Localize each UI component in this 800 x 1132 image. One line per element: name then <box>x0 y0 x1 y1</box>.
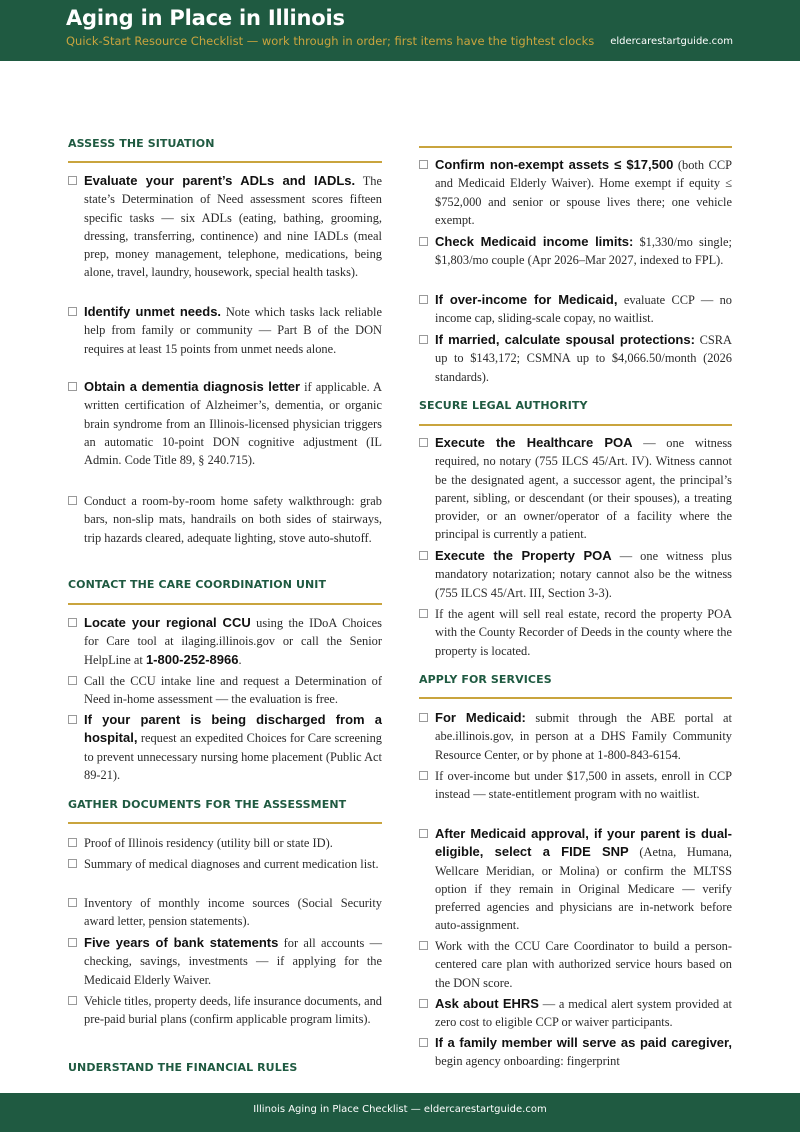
item-text <box>435 605 732 660</box>
item-body-text: Summary of medical diagnoses and current medication list. <box>84 857 379 871</box>
item-text <box>435 331 732 386</box>
item-text <box>435 825 732 935</box>
checkbox[interactable] <box>68 715 77 724</box>
item-text <box>435 1034 732 1071</box>
checkbox[interactable] <box>419 438 428 447</box>
item-text <box>435 547 732 602</box>
checkbox[interactable] <box>68 176 77 185</box>
checkbox[interactable] <box>419 713 428 722</box>
item-bold-text: Confirm non-exempt assets ≤ $17,500 <box>435 157 674 172</box>
item-body-text: — one witness plus mandatory notarization; notary cannot also be the witness (755 ILCS 45/Art. III, Section 3-3). <box>435 549 732 600</box>
checkbox[interactable] <box>419 551 428 560</box>
section-title-financial: UNDERSTAND THE FINANCIAL RULES <box>68 1061 298 1074</box>
checkbox[interactable] <box>68 676 77 685</box>
page-subtitle: Quick-Start Resource Checklist — work through in order; first items have the tightest clocks <box>66 34 595 48</box>
item-text <box>84 492 382 547</box>
item-bold-text: Identify unmet needs. <box>84 304 222 319</box>
checkbox[interactable] <box>68 996 77 1005</box>
item-text <box>435 767 732 804</box>
item-text <box>435 434 732 544</box>
item-body-text: Conduct a room-by-room home safety walkthrough: grab bars, non-slip mats, handrails on both sides of stairways, trip hazards cleared, adequate lighting, stove auto-shutoff. <box>84 494 382 545</box>
item-body-text: Call the CCU intake line and request a Determination of Need in-home assessment — the evaluation is free. <box>84 674 382 707</box>
site-url[interactable]: eldercarestartguide.com <box>610 36 733 47</box>
section-title-legal: SECURE LEGAL AUTHORITY <box>419 399 588 412</box>
checkbox[interactable] <box>68 838 77 847</box>
item-bold-text: If over-income for Medicaid, <box>435 292 618 307</box>
item-bold-text: Obtain a dementia diagnosis letter <box>84 379 301 394</box>
item-body-text: Inventory of monthly income sources (Social Security award letter, pension statements). <box>84 896 382 929</box>
item-text <box>435 995 732 1032</box>
item-bold-text: Five years of bank statements <box>84 935 279 950</box>
section-title-apply: APPLY FOR SERVICES <box>419 673 552 686</box>
item-bold-text: Execute the Healthcare POA <box>435 435 633 450</box>
item-body-text: — a medical alert system provided at zero cost to eligible CCP or waiver participants. <box>435 997 732 1030</box>
item-text <box>84 711 382 784</box>
item-body-text: . <box>238 652 242 667</box>
checkbox[interactable] <box>419 609 428 618</box>
item-bold-text: Execute the Property POA <box>435 548 612 563</box>
section-title-gather: GATHER DOCUMENTS FOR THE ASSESSMENT <box>68 798 347 811</box>
checkbox[interactable] <box>68 382 77 391</box>
item-body-text: Note which tasks lack reliable help from family or community — Part B of the DON requires at least 15 points from unmet needs alone. <box>84 305 382 356</box>
item-bold-text: After Medicaid approval, if your parent is dual-eligible, select a FIDE SNP <box>435 826 732 860</box>
item-body-text: Vehicle titles, property deeds, life insurance documents, and pre-paid burial plans (confirm applicable program limits). <box>84 994 382 1027</box>
item-body-text: — one witness required, no notary (755 ILCS 45/Art. IV). Witness cannot be the designated agent, a successor agent, the principal’s parent, sibling, or descendant (or their spouses), a treating provider, or an owner/operator of a facility where the principal is currently a patient. <box>435 436 732 542</box>
helpline-number[interactable]: 1-800-252-8966 <box>145 651 239 667</box>
item-body-text: Proof of Illinois residency (utility bill or state ID). <box>84 836 333 850</box>
item-bold-text: For Medicaid: <box>435 710 526 725</box>
section-divider <box>68 161 382 163</box>
checkbox[interactable] <box>419 829 428 838</box>
section-divider <box>419 424 732 426</box>
checkbox[interactable] <box>68 496 77 505</box>
checkbox[interactable] <box>419 160 428 169</box>
section-title-assess: ASSESS THE SITUATION <box>68 137 215 150</box>
item-text <box>435 937 732 992</box>
item-bold-text: Check Medicaid income limits: <box>435 234 634 249</box>
item-bold-text: Evaluate your parent’s ADLs and IADLs. <box>84 173 356 188</box>
item-bold-text: If married, calculate spousal protections: <box>435 332 695 347</box>
section-divider <box>419 697 732 699</box>
item-body-text: submit through the ABE portal at abe.illinois.gov, in person at a DHS Family Community Resource Center, or by phone at 1-800-843-6154. <box>435 711 732 762</box>
item-text <box>435 156 732 229</box>
item-body-text: evaluate CCP — no income cap, sliding-scale copay, no waitlist. <box>435 293 732 326</box>
item-text <box>84 992 382 1029</box>
section-divider <box>68 822 382 824</box>
footer-text: Illinois Aging in Place Checklist — eldercarestartguide.com <box>253 1104 547 1115</box>
section-divider <box>419 146 732 148</box>
item-body-text: If the agent will sell real estate, record the property POA with the County Recorder of Deeds in the county where the property is located. <box>435 607 732 658</box>
checkbox[interactable] <box>68 938 77 947</box>
item-text <box>84 672 382 709</box>
checkbox[interactable] <box>68 307 77 316</box>
item-text <box>435 233 732 270</box>
item-text <box>84 303 382 358</box>
item-text <box>84 894 382 931</box>
item-body-text: CSRA up to $143,172; CSMNA up to $4,066.50/month (2026 standards). <box>435 333 732 384</box>
item-text <box>84 172 382 282</box>
checkbox[interactable] <box>419 1038 428 1047</box>
page-header <box>0 0 800 61</box>
checkbox[interactable] <box>419 771 428 780</box>
item-text <box>84 934 382 989</box>
checkbox[interactable] <box>419 295 428 304</box>
item-text <box>435 291 732 328</box>
page-footer <box>0 1093 800 1132</box>
item-bold-text: If your parent is being discharged from a hospital, <box>84 712 382 746</box>
checkbox[interactable] <box>68 618 77 627</box>
item-body-text: begin agency onboarding: fingerprint <box>435 1054 620 1069</box>
section-divider <box>68 603 382 605</box>
item-body-text: If over-income but under $17,500 in assets, enroll in CCP instead — state-entitlement program with no waitlist. <box>435 769 732 802</box>
item-body-text: using the IDoA Choices for Care tool at ilaging.illinois.gov or call the Senior HelpLine at <box>84 616 382 667</box>
item-body-text: The state’s Determination of Need assessment scores fifteen specific tasks — six ADLs (eating, bathing, grooming, dressing, transferring, continence) and nine IADLs (meal prep, money management, telephone, medications, being alone, travel, laundry, housework, special health tasks). <box>84 174 382 280</box>
item-bold-text: Locate your regional CCU <box>84 615 251 630</box>
checkbox[interactable] <box>419 941 428 950</box>
item-body-text: if applicable. A written certification of Alzheimer’s, dementia, or organic brain syndrome from an Illinois-licensed physician triggers an automatic 10-point DON cognitive adjustment (IL Admin. Code Title 89, § 240.715). <box>84 380 382 468</box>
item-bold-text: Ask about EHRS <box>435 996 539 1011</box>
item-body-text: for all accounts — checking, savings, investments — if applying for the Medicaid Elderly Waiver. <box>84 936 382 987</box>
item-text <box>84 378 382 469</box>
item-body-text: request an expedited Choices for Care screening to prevent unnecessary nursing home placement (Public Act 89-21). <box>84 731 382 782</box>
checkbox[interactable] <box>419 999 428 1008</box>
section-title-contact: CONTACT THE CARE COORDINATION UNIT <box>68 578 327 591</box>
item-body-text: (both CCP and Medicaid Elderly Waiver). Home exempt if equity ≤ $752,000 and senior or spouse lives there; one vehicle exempt. <box>435 158 732 227</box>
item-text <box>84 834 382 852</box>
checkbox[interactable] <box>68 898 77 907</box>
checkbox[interactable] <box>419 335 428 344</box>
item-body-text: (Aetna, Humana, Wellcare Meridian, or Molina) or confirm the MLTSS option if they remain in Original Medicare — verify preferred agencies and physicians are in-network before auto-assignment. <box>435 845 733 933</box>
item-text <box>84 614 382 669</box>
item-text <box>435 709 732 764</box>
item-bold-text: If a family member will serve as paid caregiver, <box>435 1035 732 1050</box>
page-title: Aging in Place in Illinois <box>66 6 345 30</box>
item-text <box>84 855 382 873</box>
checkbox[interactable] <box>68 859 77 868</box>
checkbox[interactable] <box>419 237 428 246</box>
item-body-text: $1,330/mo single; $1,803/mo couple (Apr 2026–Mar 2027, indexed to FPL). <box>435 235 732 268</box>
item-body-text: Work with the CCU Care Coordinator to build a person-centered care plan with authorized service hours based on the DON score. <box>435 939 732 990</box>
